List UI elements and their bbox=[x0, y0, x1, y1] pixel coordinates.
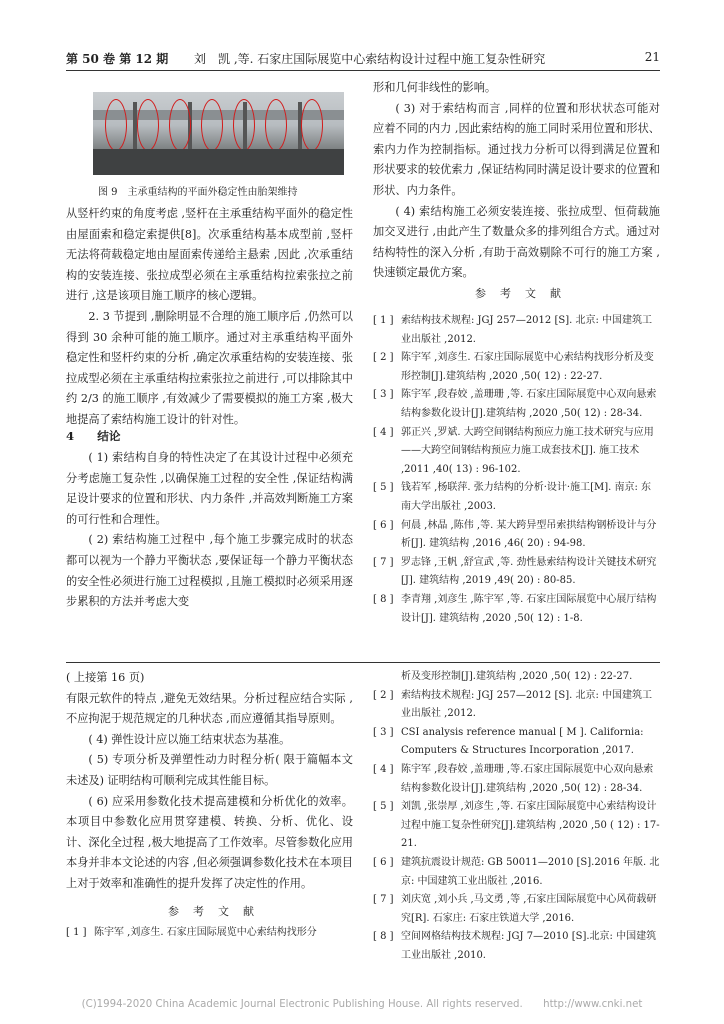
reference-item: [ 1 ] 陈宇军 ,刘彦生. 石家庄国际展览中心索结构找形分 bbox=[66, 927, 317, 938]
highlight-circle bbox=[301, 99, 323, 151]
reference-item: [ 3 ] CSI analysis reference manual [ M ]. California: Computers & Structures Incorporation ,2017. bbox=[373, 726, 644, 757]
highlight-circle bbox=[233, 99, 255, 151]
left-column bbox=[66, 204, 353, 431]
reference-item: [ 1 ] 索结构技术规程: JGJ 257—2012 [S]. 北京: 中国建筑工业出版社 ,2012. bbox=[373, 315, 653, 345]
highlight-circle bbox=[105, 99, 127, 151]
paragraph: ( 4) 弹性设计应以施工结束状态为基准。 bbox=[88, 732, 291, 746]
paragraph: ( 2) 索结构施工过程中 ,每个施工步骤完成时的状态都可以视为一个静力平衡状态 ,要保证每一个静力平衡状态的安全性必须进行施工过程模拟 ,且施工模拟时必须采用逐步累积的方法并考虑大变 bbox=[66, 533, 353, 609]
reference-item: [ 8 ] 空间网格结构技术规程: JGJ 7—2010 [S].北京: 中国建筑工业出版社 ,2010. bbox=[373, 931, 657, 961]
reference-item: [ 2 ] 索结构技术规程: JGJ 257—2012 [S]. 北京: 中国建筑工业出版社 ,2012. bbox=[373, 689, 653, 720]
references-list bbox=[66, 924, 353, 943]
running-title: 刘 凯 ,等. 石家庄国际展览中心索结构设计过程中施工复杂性研究 bbox=[194, 52, 546, 66]
right-column bbox=[373, 78, 660, 284]
journal-issue: 第 50 卷 第 12 期 bbox=[66, 52, 169, 66]
paragraph: ( 3) 对于索结构而言 ,同样的位置和形状状态可能对应着不同的内力 ,因此索结构的施工同时采用位置和形状、索内力作为控制指标。通过找力分析可以得到满足位置和形状要求的较优索力 ,保证结构同时满足设计要求的位置和形状、内力条件。 bbox=[373, 101, 660, 197]
reference-item: [ 5 ] 刘凯 ,张崇厚 ,刘彦生 ,等. 石家庄国际展览中心索结构设计过程中施工复杂性研究[J].建筑结构 ,2020 ,50 ( 12) : 17-21. bbox=[373, 801, 660, 850]
paragraph: ( 4) 索结构施工必须安装连接、张拉成型、恒荷载施加交叉进行 ,由此产生了数量众多的排列组合方式。通过对结构特性的深入分析 ,有助于高效剔除不可行的施工方案 ,快速锁定最优方案。 bbox=[373, 204, 660, 280]
reference-item: [ 3 ] 陈宇军 ,段春姣 ,盖珊珊 ,等. 石家庄国际展览中心双向悬索结构参数化设计[J].建筑结构 ,2020 ,50( 12) : 28-34. bbox=[373, 389, 657, 419]
reference-item: [ 7 ] 刘庆宽 ,刘小兵 ,马文勇 ,等 ,石家庄国际展览中心风荷载研究[R]. 石家庄: 石家庄铁道大学 ,2016. bbox=[373, 894, 657, 924]
reference-item: [ 6 ] 建筑抗震设计规范: GB 50011—2010 [S].2016 年版. 北京: 中国建筑工业出版社 ,2016. bbox=[373, 856, 660, 887]
highlight-circle bbox=[201, 99, 223, 151]
reference-item: [ 2 ] 陈宇军 ,刘彦生. 石家庄国际展览中心索结构找形分析及变形控制[J].建筑结构 ,2020 ,50( 12) : 22-27. bbox=[373, 352, 654, 382]
paragraph: 2. 3 节提到 ,删除明显不合理的施工顺序后 ,仍然可以得到 30 余种可能的施工顺序。通过对主承重结构平面外稳定性和竖杆约束的分析 ,确定次承重结构的安装连接、张拉成型必须在主承重结构拉索张拉之前进行 ,可以排除其中约 2/3 的施工顺序 ,有效减少了需要模拟的施工方案 ,极大地提高了索结构施工设计的针对性。 bbox=[66, 309, 353, 426]
references-list bbox=[373, 312, 660, 628]
continued-note: ( 上接第 16 页) bbox=[66, 671, 145, 684]
section-heading: 4 结论 bbox=[66, 429, 121, 443]
paragraph: 从竖杆约束的角度考虑 ,竖杆在主承重结构平面外的稳定性由屋面索和稳定索提供[8]。次承重结构基本成型前 ,竖杆无法将荷载稳定地由屋面索传递给主悬索 ,因此 ,次承重结构的安装连接、张拉成型必须在主承重结构拉索张拉之前进行 ,这是该项目施工顺序的核心逻辑。 bbox=[66, 207, 353, 303]
reference-item: 析及变形控制[J].建筑结构 ,2020 ,50( 12) : 22-27. bbox=[401, 671, 633, 682]
reference-item: [ 6 ] 何晨 ,林晶 ,陈伟 ,等. 某大跨异型吊索拱结构钢桥设计与分析[J]. 建筑结构 ,2016 ,46( 20) : 94-98. bbox=[373, 519, 657, 550]
copyright-footer: (C)1994-2020 China Academic Journal Electronic Publishing House. All rights reserved. http://www.cnki.net bbox=[81, 999, 643, 1010]
highlight-circle bbox=[137, 99, 159, 151]
paragraph: ( 6) 应采用参数化技术提高建模和分析优化的效率。本项目中参数化应用贯穿建模、转换、分析、优化、设计、深化全过程 ,极大地提高了工作效率。尽管参数化应用本身并非本文论述的内容 ,但必须强调参数化技术在本项目上对于效率和准确性的提升发挥了决定性的作用。 bbox=[66, 794, 353, 890]
figure-9-photo bbox=[93, 92, 344, 175]
paragraph: ( 5) 专项分析及弹塑性动力时程分析( 限于篇幅本文未述及) 证明结构可顺利完成其性能目标。 bbox=[66, 753, 353, 787]
figure-caption: 图 9 主承重结构的平面外稳定性由胎架维持 bbox=[98, 187, 298, 198]
reference-item: [ 8 ] 李青翔 ,刘彦生 ,陈宇军 ,等. 石家庄国际展览中心展厅结构设计[J]. 建筑结构 ,2020 ,50( 12) : 1-8. bbox=[373, 593, 657, 624]
references-list-continued bbox=[373, 668, 660, 966]
highlight-circle bbox=[169, 99, 191, 151]
header-rule bbox=[66, 70, 660, 71]
paragraph: 形和几何非线性的影响。 bbox=[373, 81, 497, 94]
site-ground bbox=[93, 149, 344, 175]
reference-item: [ 4 ] 郭正兴 ,罗斌. 大跨空间钢结构预应力施工技术研究与应用——大跨空间钢结构预应力施工成套技术[J]. 施工技术 ,2011 ,40( 13) : 96-102. bbox=[373, 426, 654, 475]
paragraph: ( 1) 索结构自身的特性决定了在其设计过程中必须充分考虑施工复杂性 ,以确保施工过程的安全性 ,保证结构满足设计要求的位置和形状、内力条件 ,并高效判断施工方案的可行性和合理性。 bbox=[66, 451, 353, 526]
references-heading: 参考文献 bbox=[168, 905, 268, 918]
section-separator bbox=[66, 662, 660, 663]
page-number: 21 bbox=[644, 50, 660, 64]
conclusions bbox=[66, 448, 353, 613]
reference-item: [ 5 ] 钱若军 ,杨联萍. 张力结构的分析·设计·施工[M]. 南京: 东南大学出版社 ,2003. bbox=[373, 482, 652, 512]
paragraph: 有限元软件的特点 ,避免无效结果。分析过程应结合实际 ,不应拘泥于规范规定的几种状态 ,而应遵循其指导原则。 bbox=[66, 691, 353, 726]
reference-item: [ 4 ] 陈宇军 ,段春姣 ,盖珊珊 ,等.石家庄国际展览中心双向悬索结构参数化设计[J].建筑结构 ,2020 ,50( 12) : 28-34. bbox=[373, 763, 654, 794]
references-heading: 参考文献 bbox=[475, 287, 575, 300]
continued-article-left bbox=[66, 668, 353, 895]
highlight-circle bbox=[265, 99, 287, 151]
reference-item: [ 7 ] 罗志锋 ,王帆 ,舒宣武 ,等. 劲性悬索结构设计关键技术研究[J]. 建筑结构 ,2019 ,49( 20) : 80-85. bbox=[373, 556, 657, 587]
